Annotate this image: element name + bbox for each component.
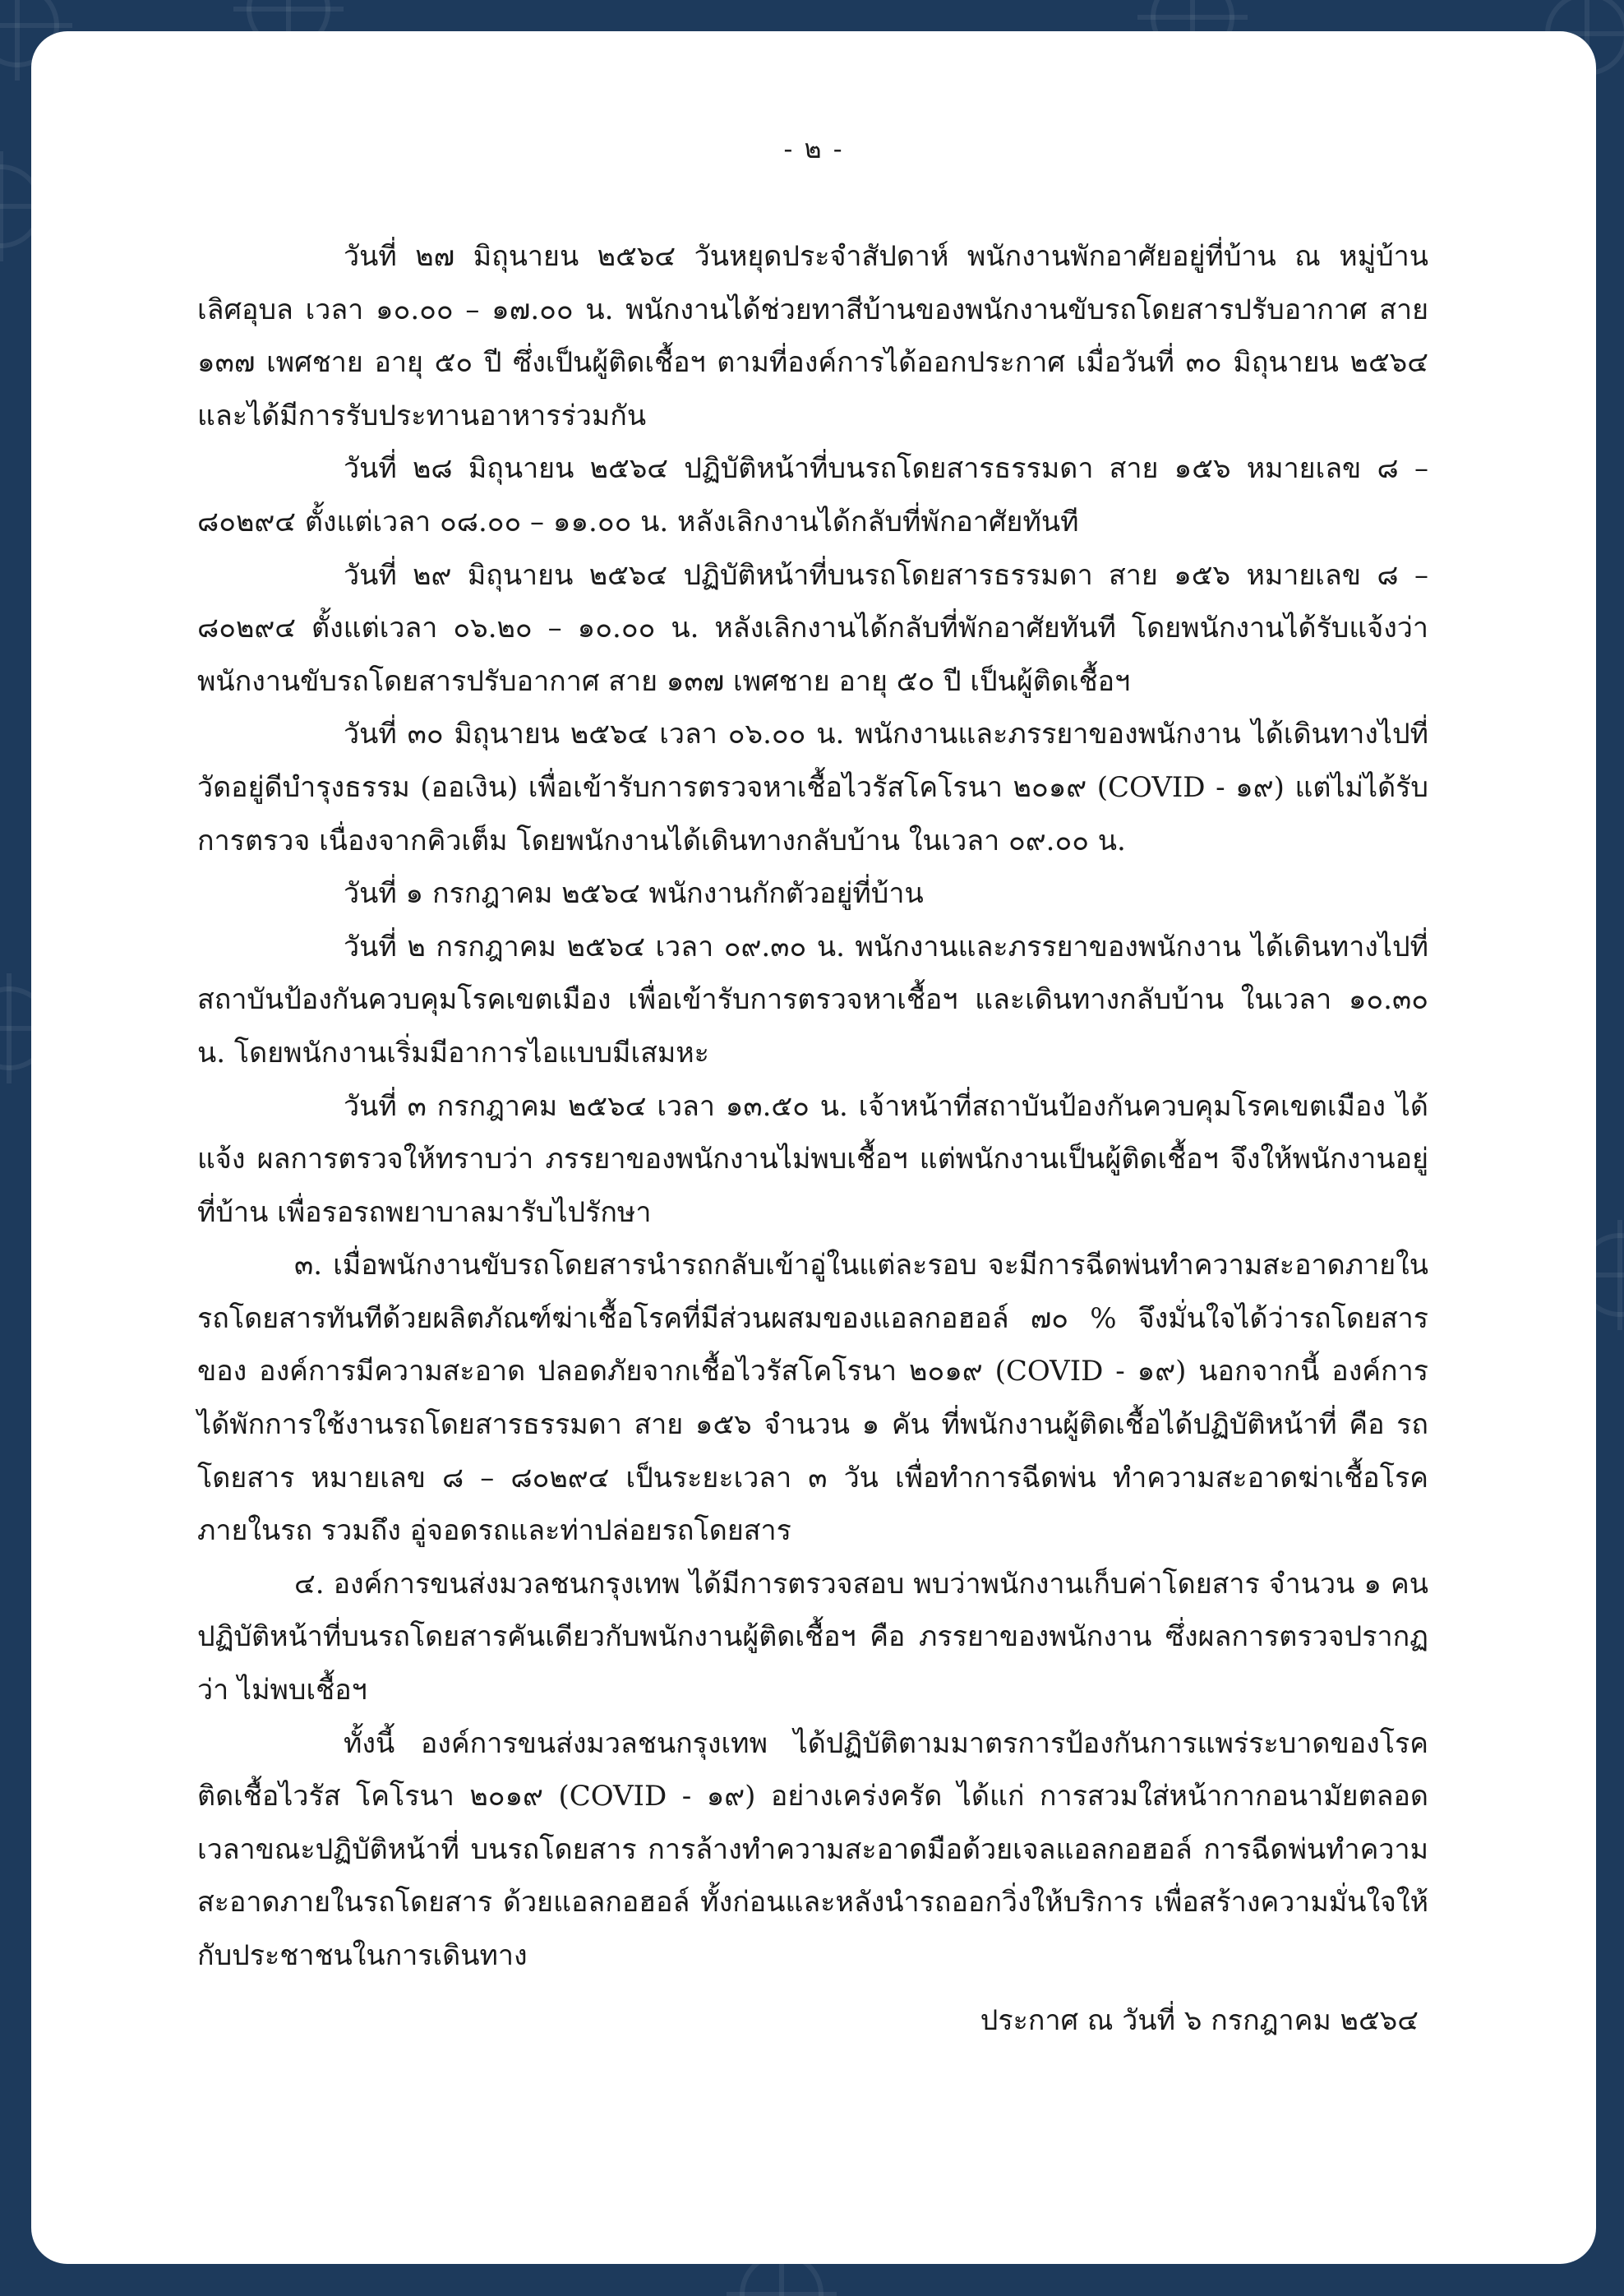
- document-body: [197, 230, 1428, 1983]
- paragraph-june-27: วันที่ ๒๗ มิถุนายน ๒๕๖๔ วันหยุดประจำสัปดาห์ พนักงานพักอาศัยอยู่ที่บ้าน ณ หมู่บ้านเลิศอุบล เวลา ๑๐.๐๐ – ๑๗.๐๐ น. พนักงานได้ช่วยทาสีบ้านของพนักงานขับรถโดยสารปรับอากาศ สาย ๑๓๗ เพศชาย อายุ ๕๐ ปี ซึ่งเป็นผู้ติดเชื้อฯ ตามที่องค์การได้ออกประกาศ เมื่อวันที่ ๓๐ มิถุนายน ๒๕๖๔ และได้มีการรับประทานอาหารร่วมกัน: [197, 240, 1428, 432]
- paragraph-june-30: วันที่ ๓๐ มิถุนายน ๒๕๖๔ เวลา ๐๖.๐๐ น. พนักงานและภรรยาของพนักงาน ได้เดินทางไปที่ วัดอยู่ดีบำรุงธรรม (ออเงิน) เพื่อเข้ารับการตรวจหาเชื้อไวรัสโคโรนา ๒๐๑๙ (COVID - ๑๙) แต่ไม่ได้รับ การตรวจ เนื่องจากคิวเต็ม โดยพนักงานได้เดินทางกลับบ้าน ในเวลา ๐๙.๐๐ น.: [197, 718, 1428, 857]
- paragraph-june-29: วันที่ ๒๙ มิถุนายน ๒๕๖๔ ปฏิบัติหน้าที่บนรถโดยสารธรรมดา สาย ๑๕๖ หมายเลข ๘ – ๘๐๒๙๔ ตั้งแต่เวลา ๐๖.๒๐ – ๑๐.๐๐ น. หลังเลิกงานได้กลับที่พักอาศัยทันที โดยพนักงานได้รับแจ้งว่า พนักงานขับรถโดยสารปรับอากาศ สาย ๑๓๗ เพศชาย อายุ ๕๐ ปี เป็นผู้ติดเชื้อฯ: [197, 558, 1428, 698]
- document-page: [31, 31, 1596, 2264]
- page-number: - ๒ -: [783, 133, 844, 164]
- announcement-date: ประกาศ ณ วันที่ ๖ กรกฎาคม ๒๕๖๔: [980, 2004, 1419, 2037]
- item-4-inspection: ๔. องค์การขนส่งมวลชนกรุงเทพ ได้มีการตรวจสอบ พบว่าพนักงานเก็บค่าโดยสาร จำนวน ๑ คน ปฏิบัติหน้าที่บนรถโดยสารคันเดียวกับพนักงานผู้ติดเชื้อฯ คือ ภรรยาของพนักงาน ซึ่งผลการตรวจปรากฏว่า ไม่พบเชื้อฯ: [197, 1567, 1428, 1707]
- item-3-disinfection: ๓. เมื่อพนักงานขับรถโดยสารนำรถกลับเข้าอู่ในแต่ละรอบ จะมีการฉีดพ่นทำความสะอาดภายใน รถโดยสารทันทีด้วยผลิตภัณฑ์ฆ่าเชื้อโรคที่มีส่วนผสมของแอลกอฮอล์ ๗๐ % จึงมั่นใจได้ว่ารถโดยสารของ องค์การมีความสะอาด ปลอดภัยจากเชื้อไวรัสโคโรนา ๒๐๑๙ (COVID - ๑๙) นอกจากนี้ องค์การ ได้พักการใช้งานรถโดยสารธรรมดา สาย ๑๕๖ จำนวน ๑ คัน ที่พนักงานผู้ติดเชื้อได้ปฏิบัติหน้าที่ คือ รถโดยสาร หมายเลข ๘ – ๘๐๒๙๔ เป็นระยะเวลา ๓ วัน เพื่อทำการฉีดพ่น ทำความสะอาดฆ่าเชื้อโรค ภายในรถ รวมถึง อู่จอดรถและท่าปล่อยรถโดยสาร: [197, 1249, 1428, 1548]
- paragraph-july-2: วันที่ ๒ กรกฎาคม ๒๕๖๔ เวลา ๐๙.๓๐ น. พนักงานและภรรยาของพนักงาน ได้เดินทางไปที่ สถาบันป้องกันควบคุมโรคเขตเมือง เพื่อเข้ารับการตรวจหาเชื้อฯ และเดินทางกลับบ้าน ในเวลา ๑๐.๓๐ น. โดยพนักงานเริ่มมีอาการไอแบบมีเสมหะ: [197, 930, 1428, 1069]
- paragraph-measures: ทั้งนี้ องค์การขนส่งมวลชนกรุงเทพ ได้ปฏิบัติตามมาตรการป้องกันการแพร่ระบาดของโรคติดเชื้อไวรัส โคโรนา ๒๐๑๙ (COVID - ๑๙) อย่างเคร่งครัด ได้แก่ การสวมใส่หน้ากากอนามัยตลอดเวลาขณะปฏิบัติหน้าที่ บนรถโดยสาร การล้างทำความสะอาดมือด้วยเจลแอลกอฮอล์ การฉีดพ่นทำความสะอาดภายในรถโดยสาร ด้วยแอลกอฮอล์ ทั้งก่อนและหลังนำรถออกวิ่งให้บริการ เพื่อสร้างความมั่นใจให้กับประชาชนในการเดินทาง: [197, 1726, 1428, 1972]
- paragraph-june-28: วันที่ ๒๘ มิถุนายน ๒๕๖๔ ปฏิบัติหน้าที่บนรถโดยสารธรรมดา สาย ๑๕๖ หมายเลข ๘ – ๘๐๒๙๔ ตั้งแต่เวลา ๐๘.๐๐ – ๑๑.๐๐ น. หลังเลิกงานได้กลับที่พักอาศัยทันที: [197, 452, 1428, 538]
- paragraph-july-3: วันที่ ๓ กรกฎาคม ๒๕๖๔ เวลา ๑๓.๕๐ น. เจ้าหน้าที่สถาบันป้องกันควบคุมโรคเขตเมือง ได้แจ้ง ผลการตรวจให้ทราบว่า ภรรยาของพนักงานไม่พบเชื้อฯ แต่พนักงานเป็นผู้ติดเชื้อฯ จึงให้พนักงานอยู่ที่บ้าน เพื่อรอรถพยาบาลมารับไปรักษา: [197, 1089, 1428, 1229]
- paragraph-july-1: วันที่ ๑ กรกฎาคม ๒๕๖๔ พนักงานกักตัวอยู่ที่บ้าน: [344, 877, 924, 911]
